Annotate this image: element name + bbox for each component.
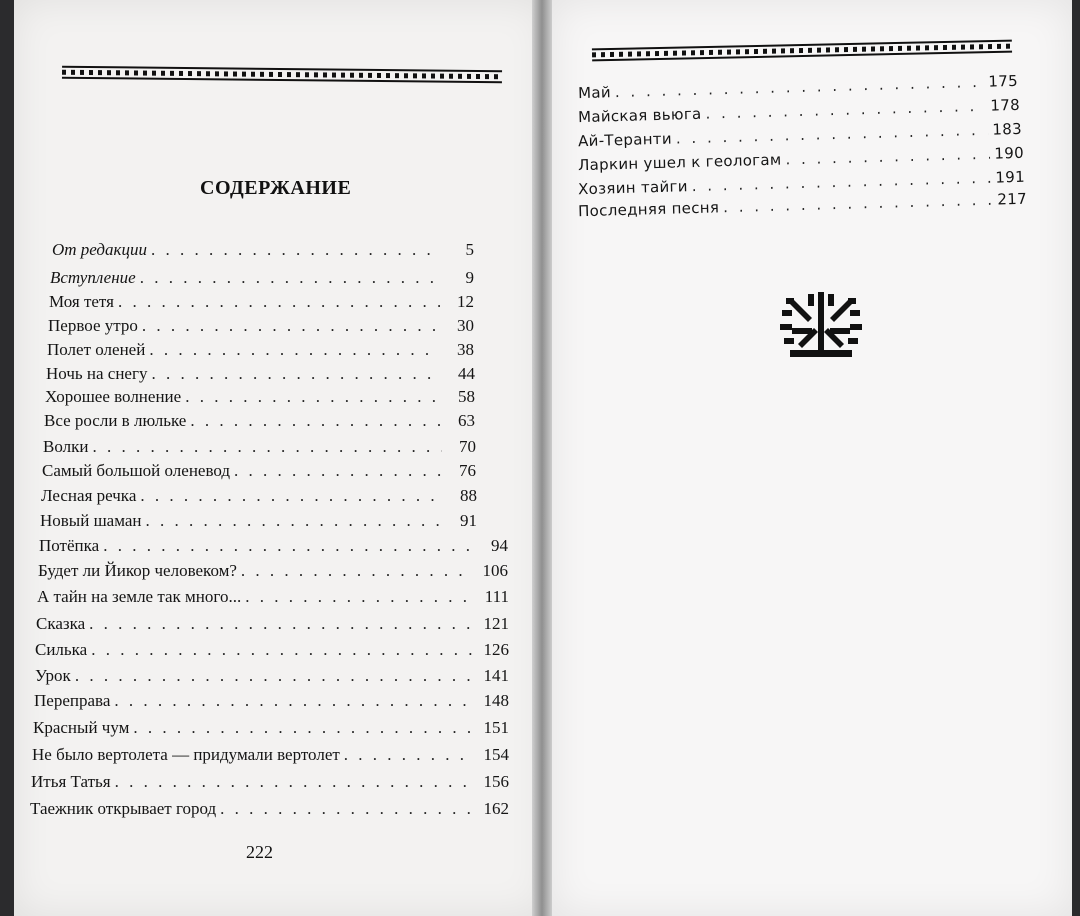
toc-entry (47, 340, 474, 360)
toc-entry-title: Новый шаман (40, 511, 142, 530)
toc-leader-dots (344, 745, 475, 765)
toc-entry (34, 691, 509, 711)
toc-leader-dots (151, 240, 440, 260)
toc-entry-page: 151 (483, 718, 509, 737)
toc-entry-page: 175 (988, 71, 1019, 91)
toc-entry-page: 106 (482, 561, 508, 580)
toc-entry (37, 587, 509, 607)
toc-leader-dots (89, 614, 475, 634)
toc-entry (52, 240, 474, 260)
toc-leader-dots (103, 536, 474, 556)
toc-entry-page: 183 (992, 119, 1023, 139)
toc-entry-title: Вступление (50, 268, 136, 287)
toc-entry-title: Лесная речка (41, 486, 137, 505)
toc-entry-page: 5 (465, 240, 474, 259)
toc-entry-page: 162 (483, 799, 509, 818)
toc-entry-title: Майская вьюга (577, 104, 702, 127)
toc-leader-dots (114, 691, 475, 711)
toc-entry-title: Хорошее волнение (45, 387, 182, 406)
toc-entry-page: 156 (483, 772, 509, 791)
toc-entry-page: 12 (457, 292, 474, 311)
toc-entry-page: 38 (457, 340, 474, 359)
toc-entry-title: Сказка (36, 614, 86, 633)
toc-entry (39, 536, 508, 556)
book-gutter (532, 0, 554, 916)
toc-entry (32, 745, 509, 765)
toc-entry-page: 63 (458, 411, 475, 430)
toc-entry-page: 178 (990, 95, 1021, 115)
toc-entry-title: Волки (43, 437, 89, 456)
toc-entry-title: Будет ли Йикор человеком? (38, 561, 237, 580)
toc-entry-title: Первое утро (48, 316, 138, 335)
toc-entry (35, 666, 509, 686)
toc-entry (45, 387, 475, 407)
toc-entry (44, 411, 475, 431)
toc-entry-page: 94 (491, 536, 508, 555)
ornamental-emblem-icon (778, 288, 864, 362)
toc-entry-page: 30 (457, 316, 474, 335)
toc-entry-title: Хозяин тайги (577, 177, 688, 199)
toc-entry (31, 772, 509, 792)
toc-entry (30, 799, 509, 819)
toc-entry (50, 268, 474, 288)
toc-heading: СОДЕРЖАНИЕ (200, 177, 352, 199)
toc-leader-dots (241, 561, 474, 581)
toc-entry-title: Силька (35, 640, 88, 659)
toc-leader-dots (140, 486, 443, 506)
toc-entry (35, 640, 509, 660)
toc-entry-title: Самый большой оленевод (42, 461, 231, 480)
toc-leader-dots (142, 316, 440, 336)
toc-leader-dots (118, 292, 440, 312)
toc-entry-page: 141 (483, 666, 509, 685)
toc-entry (41, 486, 477, 506)
toc-entry-page: 76 (459, 461, 476, 480)
toc-entry-title: Итья Татья (31, 772, 111, 791)
toc-entry (46, 364, 475, 384)
toc-leader-dots (133, 718, 475, 738)
toc-entry-page: 121 (483, 614, 509, 633)
toc-entry (49, 292, 474, 312)
toc-entry (40, 511, 477, 531)
toc-leader-dots (151, 364, 441, 384)
toc-leader-dots (92, 437, 442, 457)
toc-entry-title: Не было вертолета — придумали вертолет (32, 745, 340, 764)
toc-entry-title: Ночь на снегу (46, 364, 148, 383)
toc-entry-page: 44 (458, 364, 475, 383)
toc-entry-page: 111 (484, 587, 509, 606)
toc-entry-title: От редакции (52, 240, 147, 259)
toc-leader-dots (75, 666, 475, 686)
toc-entry-title: Ларкин ушел к геологам (577, 150, 782, 175)
toc-entry-title: Все росли в люльке (44, 411, 187, 430)
toc-entry-title: Переправа (34, 691, 111, 710)
toc-entry (38, 561, 508, 581)
toc-entry-title: Последняя песня (577, 198, 720, 221)
toc-entry (33, 718, 509, 738)
toc-leader-dots (146, 511, 444, 531)
toc-leader-dots (115, 772, 475, 792)
toc-leader-dots (234, 461, 442, 481)
toc-entry-title: Полет оленей (47, 340, 146, 359)
toc-entry-title: Потёпка (39, 536, 100, 555)
toc-entry-page: 88 (460, 486, 477, 505)
toc-entry-page: 191 (995, 167, 1026, 187)
toc-entry (36, 614, 509, 634)
toc-leader-dots (149, 340, 440, 360)
toc-entry-page: 190 (994, 143, 1025, 163)
toc-entry-page: 70 (459, 437, 476, 456)
toc-entry (48, 316, 474, 336)
toc-entry (43, 437, 476, 457)
toc-entry-page: 217 (997, 189, 1028, 209)
toc-entry (42, 461, 476, 481)
toc-entry-title: Май (577, 83, 612, 103)
toc-entry-title: Ай-Теранти (577, 129, 673, 151)
toc-entry-title: Урок (35, 666, 71, 685)
toc-entry-page: 154 (483, 745, 509, 764)
toc-leader-dots (185, 387, 441, 407)
toc-leader-dots (220, 799, 475, 819)
toc-entry-page: 9 (465, 268, 474, 287)
toc-entry-page: 148 (483, 691, 509, 710)
toc-entry-title: Таежник открывает город (30, 799, 217, 818)
toc-leader-dots (190, 411, 441, 431)
toc-entry-title: Моя тетя (49, 292, 114, 311)
toc-leader-dots (245, 587, 475, 607)
toc-entry-page: 126 (483, 640, 509, 659)
toc-entry-page: 58 (458, 387, 475, 406)
toc-leader-dots (91, 640, 475, 660)
toc-entry-title: Красный чум (33, 718, 130, 737)
page-number: 222 (246, 842, 273, 862)
toc-entry-page: 91 (460, 511, 477, 530)
toc-leader-dots (140, 268, 440, 288)
toc-entry-title: А тайн на земле так много... (37, 587, 242, 606)
